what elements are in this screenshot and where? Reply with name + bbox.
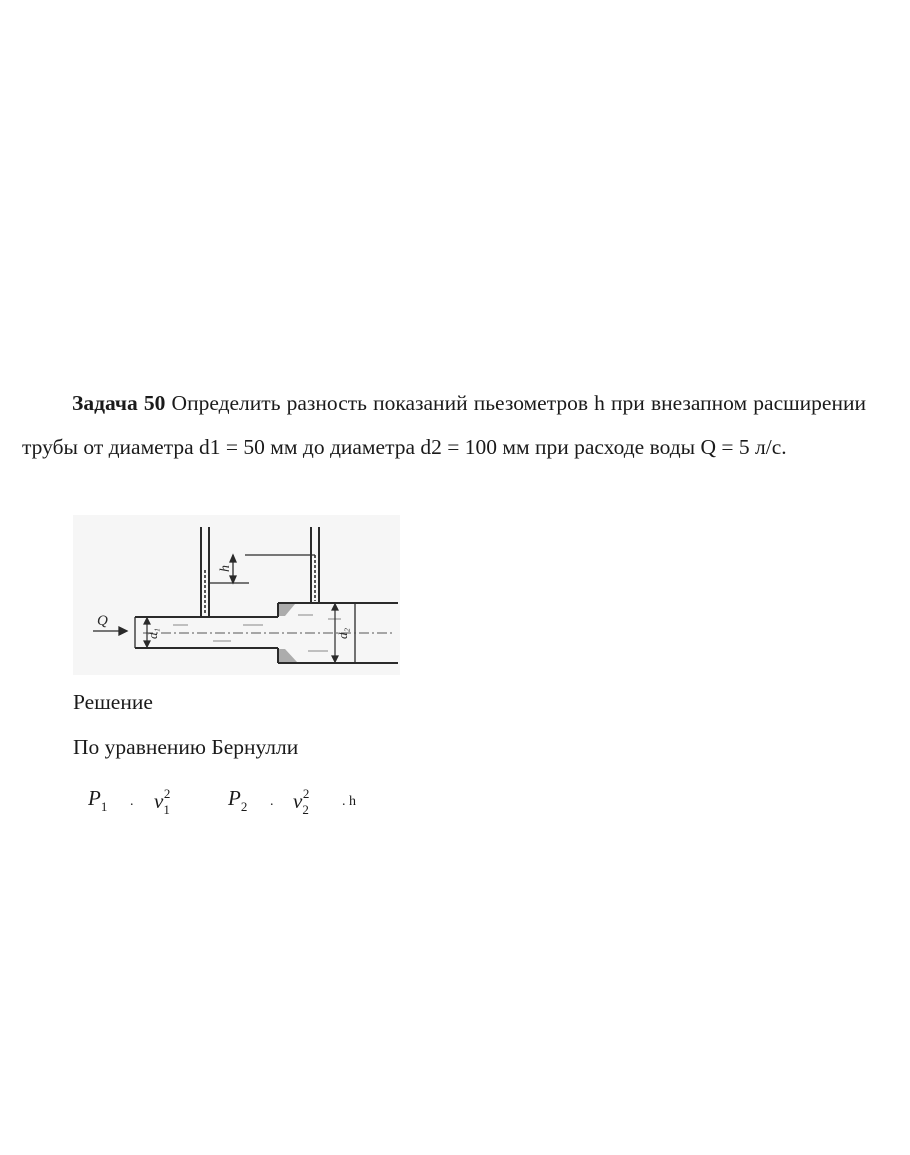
formula-p2: $P_2$ — [228, 786, 248, 814]
problem-text: Определить разность показаний пьезометров h при внезапном расширении трубы от диаметра d1 = 50 мм до диаметра d2 = 100 мм при расходе воды Q = 5 л/с. — [22, 391, 866, 459]
q-label: Q — [97, 613, 108, 629]
h-label: h — [218, 565, 233, 572]
formula-op-3: . h — [342, 794, 356, 809]
d1-label: d₁ — [145, 627, 160, 639]
bernoulli-formula-partial — [88, 780, 388, 814]
solution-heading: Решение — [73, 690, 153, 714]
right-piezometer — [311, 527, 319, 603]
bernoulli-intro: По уравнению Бернулли — [73, 735, 299, 759]
formula-v2: $v_2^2$ — [293, 786, 310, 814]
left-piezometer — [201, 527, 209, 617]
problem-statement — [22, 381, 866, 469]
problem-label: Задача 50 — [72, 391, 166, 415]
formula-v1: $v_1^2$ — [154, 786, 171, 814]
formula-p1: $P_1$ — [88, 786, 108, 814]
pipe-expansion-diagram — [73, 515, 400, 675]
formula-op-1: . — [130, 794, 134, 809]
formula-op-2: . — [270, 794, 274, 809]
d2-label: d₂ — [335, 627, 350, 639]
